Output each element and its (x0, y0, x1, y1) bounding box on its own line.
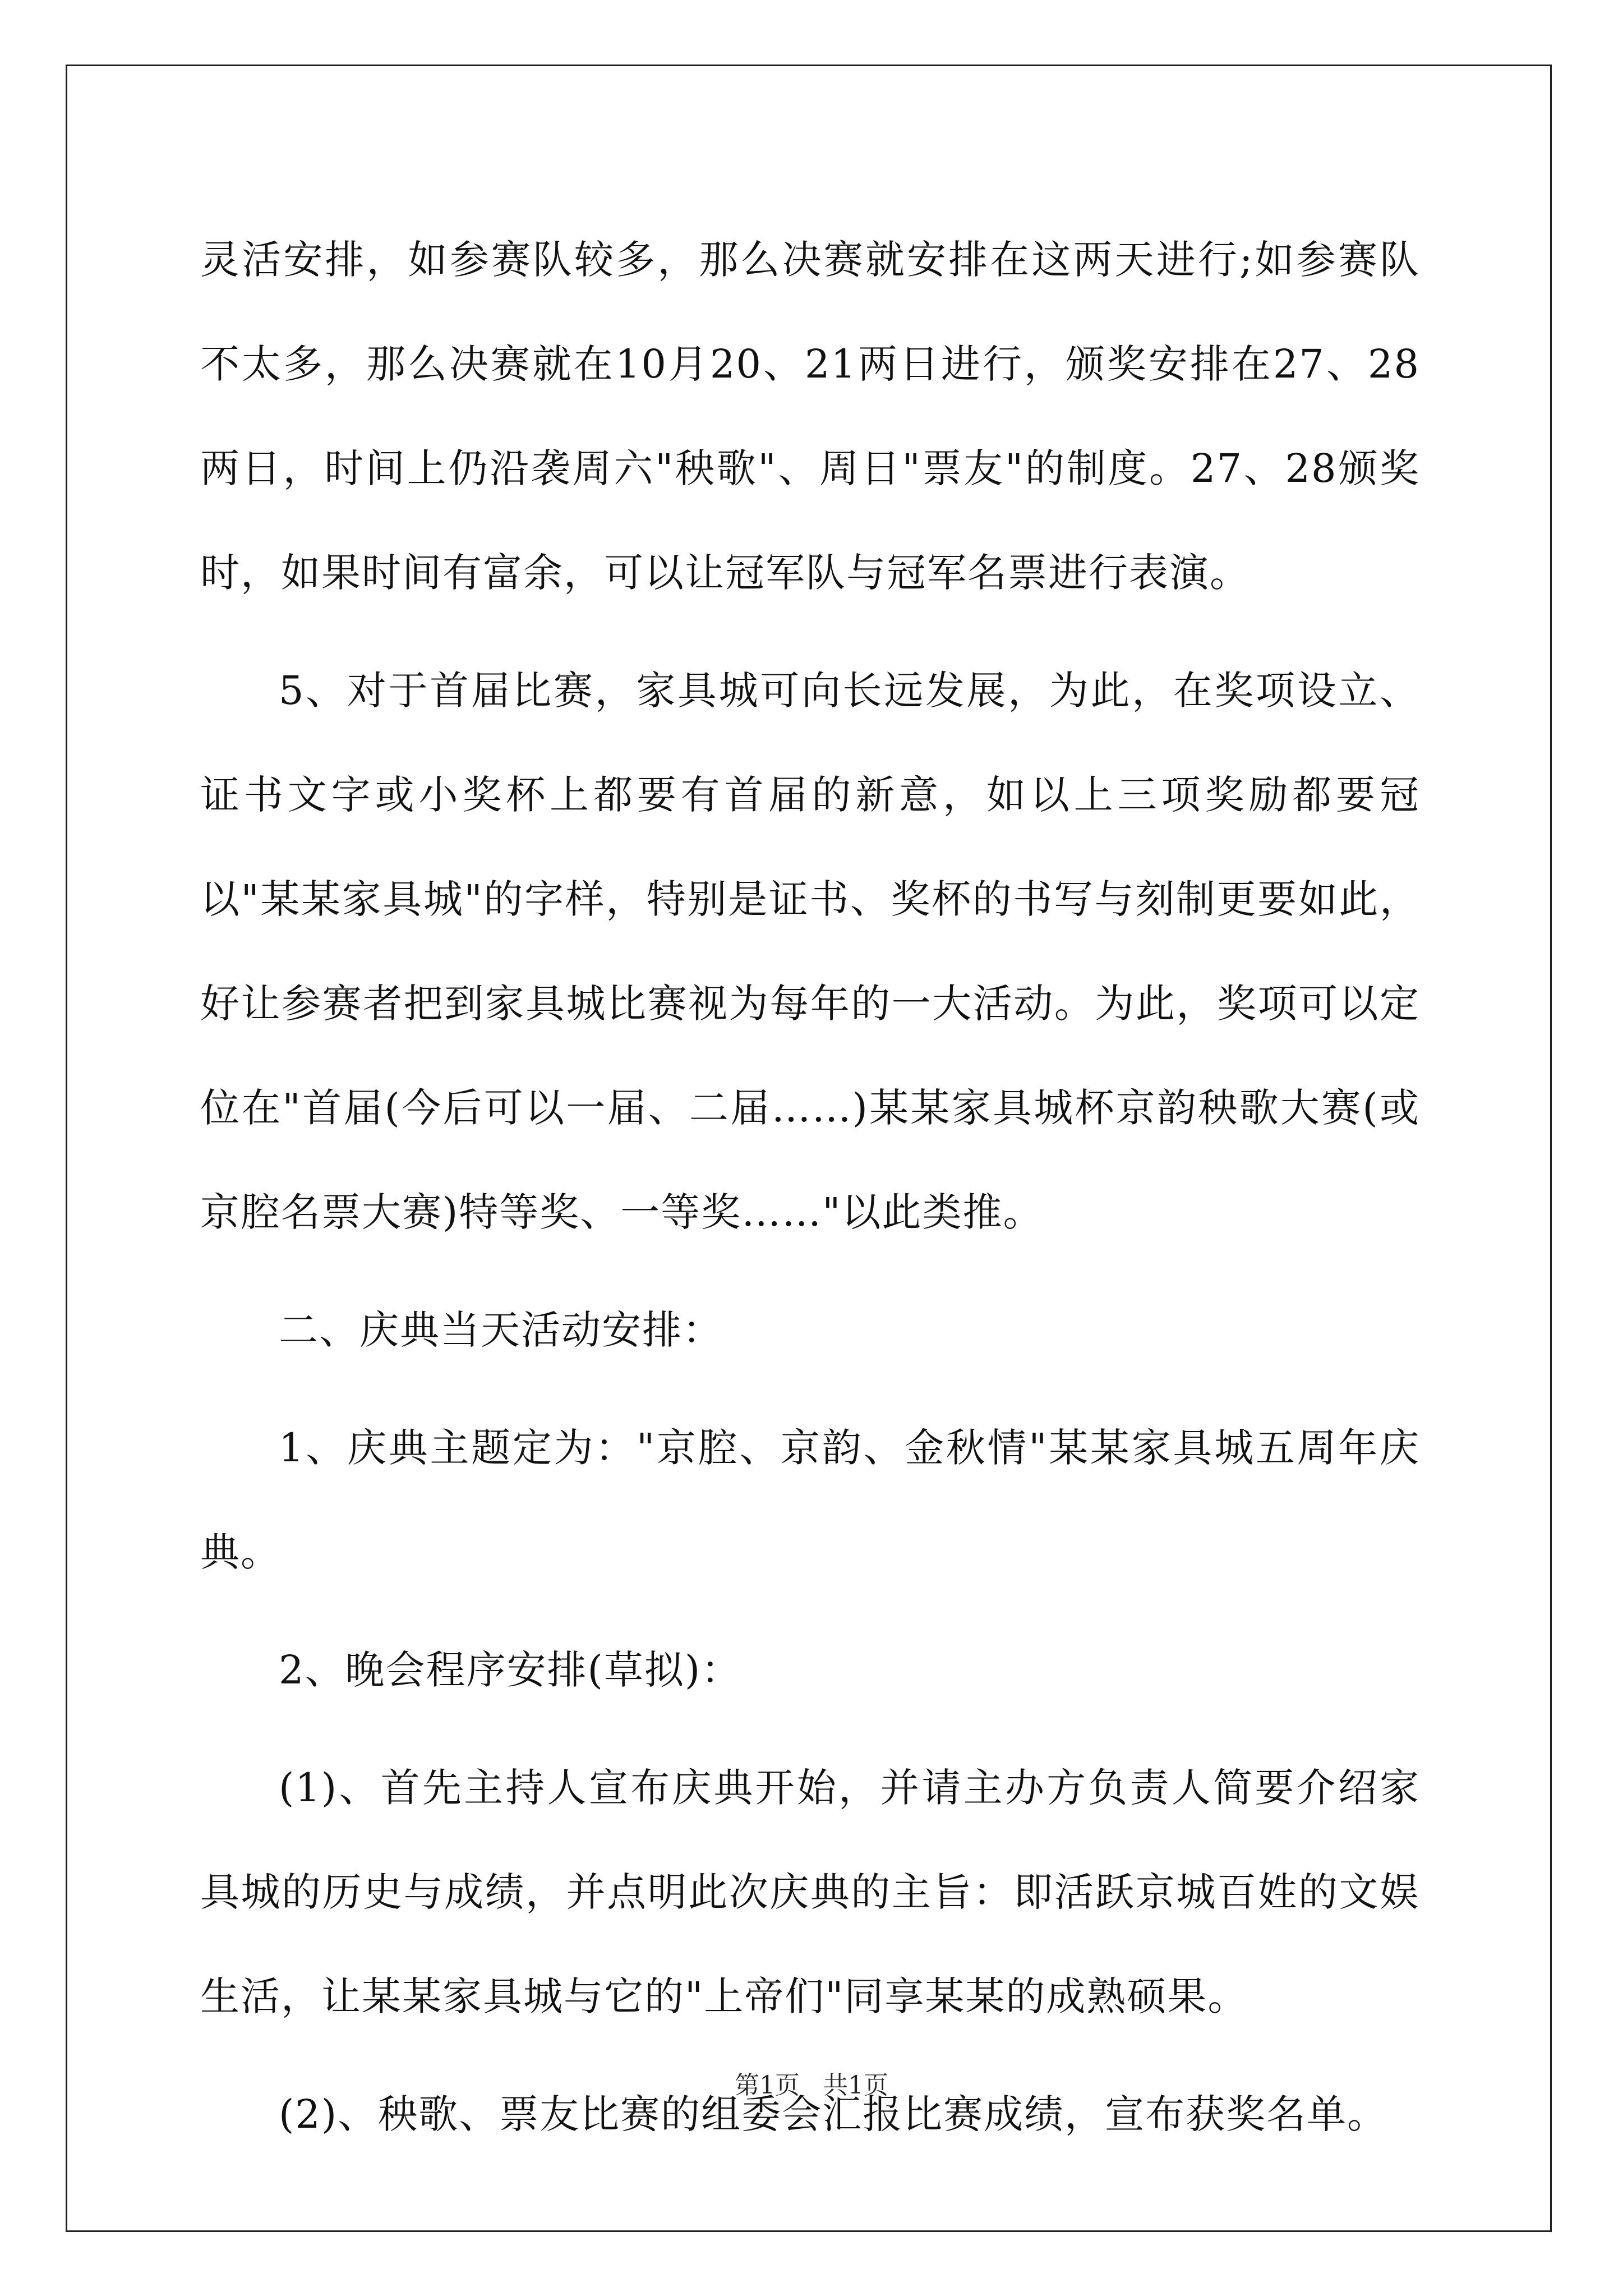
paragraph-program-step-1: (1)、首先主持人宣布庆典开始，并请主办方负责人简要介绍家具城的历史与成绩，并点明此次庆典的主旨：即活跃京城百姓的文娱生活，让某某家具城与它的"上帝们"同享某某的成熟硕果。 (200, 1765, 1420, 2019)
paragraph-theme: 1、庆典主题定为："京腔、京韵、金秋情"某某家具城五周年庆典。 (200, 1425, 1420, 1575)
document-body (200, 208, 1420, 2180)
paragraph-item-5: 5、对于首届比赛，家具城可向长远发展，为此，在奖项设立、证书文字或小奖杯上都要有首届的新意，如以上三项奖励都要冠以"某某家具城"的字样，特别是证书、奖杯的书写与刻制更要如此，好让参赛者把到家具城比赛视为每年的一大活动。为此，奖项可以定位在"首届(今后可以一届、二届……)某某家具城杯京韵秧歌大赛(或京腔名票大赛)特等奖、一等奖……"以此类推。 (200, 668, 1420, 1235)
paragraph-continuation: 灵活安排，如参赛队较多，那么决赛就安排在这两天进行;如参赛队不太多，那么决赛就在10月20、21两日进行，颁奖安排在27、28两日，时间上仍沿袭周六"秧歌"、周日"票友"的制度。27、28颁奖时，如果时间有富余，可以让冠军队与冠军名票进行表演。 (200, 237, 1420, 596)
paragraph-program: 2、晚会程序安排(草拟)： (279, 1647, 742, 1693)
paragraph-program-step-2: (2)、秧歌、票友比赛的组委会汇报比赛成绩，宣布获奖名单。 (279, 2091, 1388, 2137)
section-heading-2: 二、庆典当天活动安排： (279, 1307, 723, 1353)
page-footer: 第1页 共1页 (735, 2071, 888, 2100)
